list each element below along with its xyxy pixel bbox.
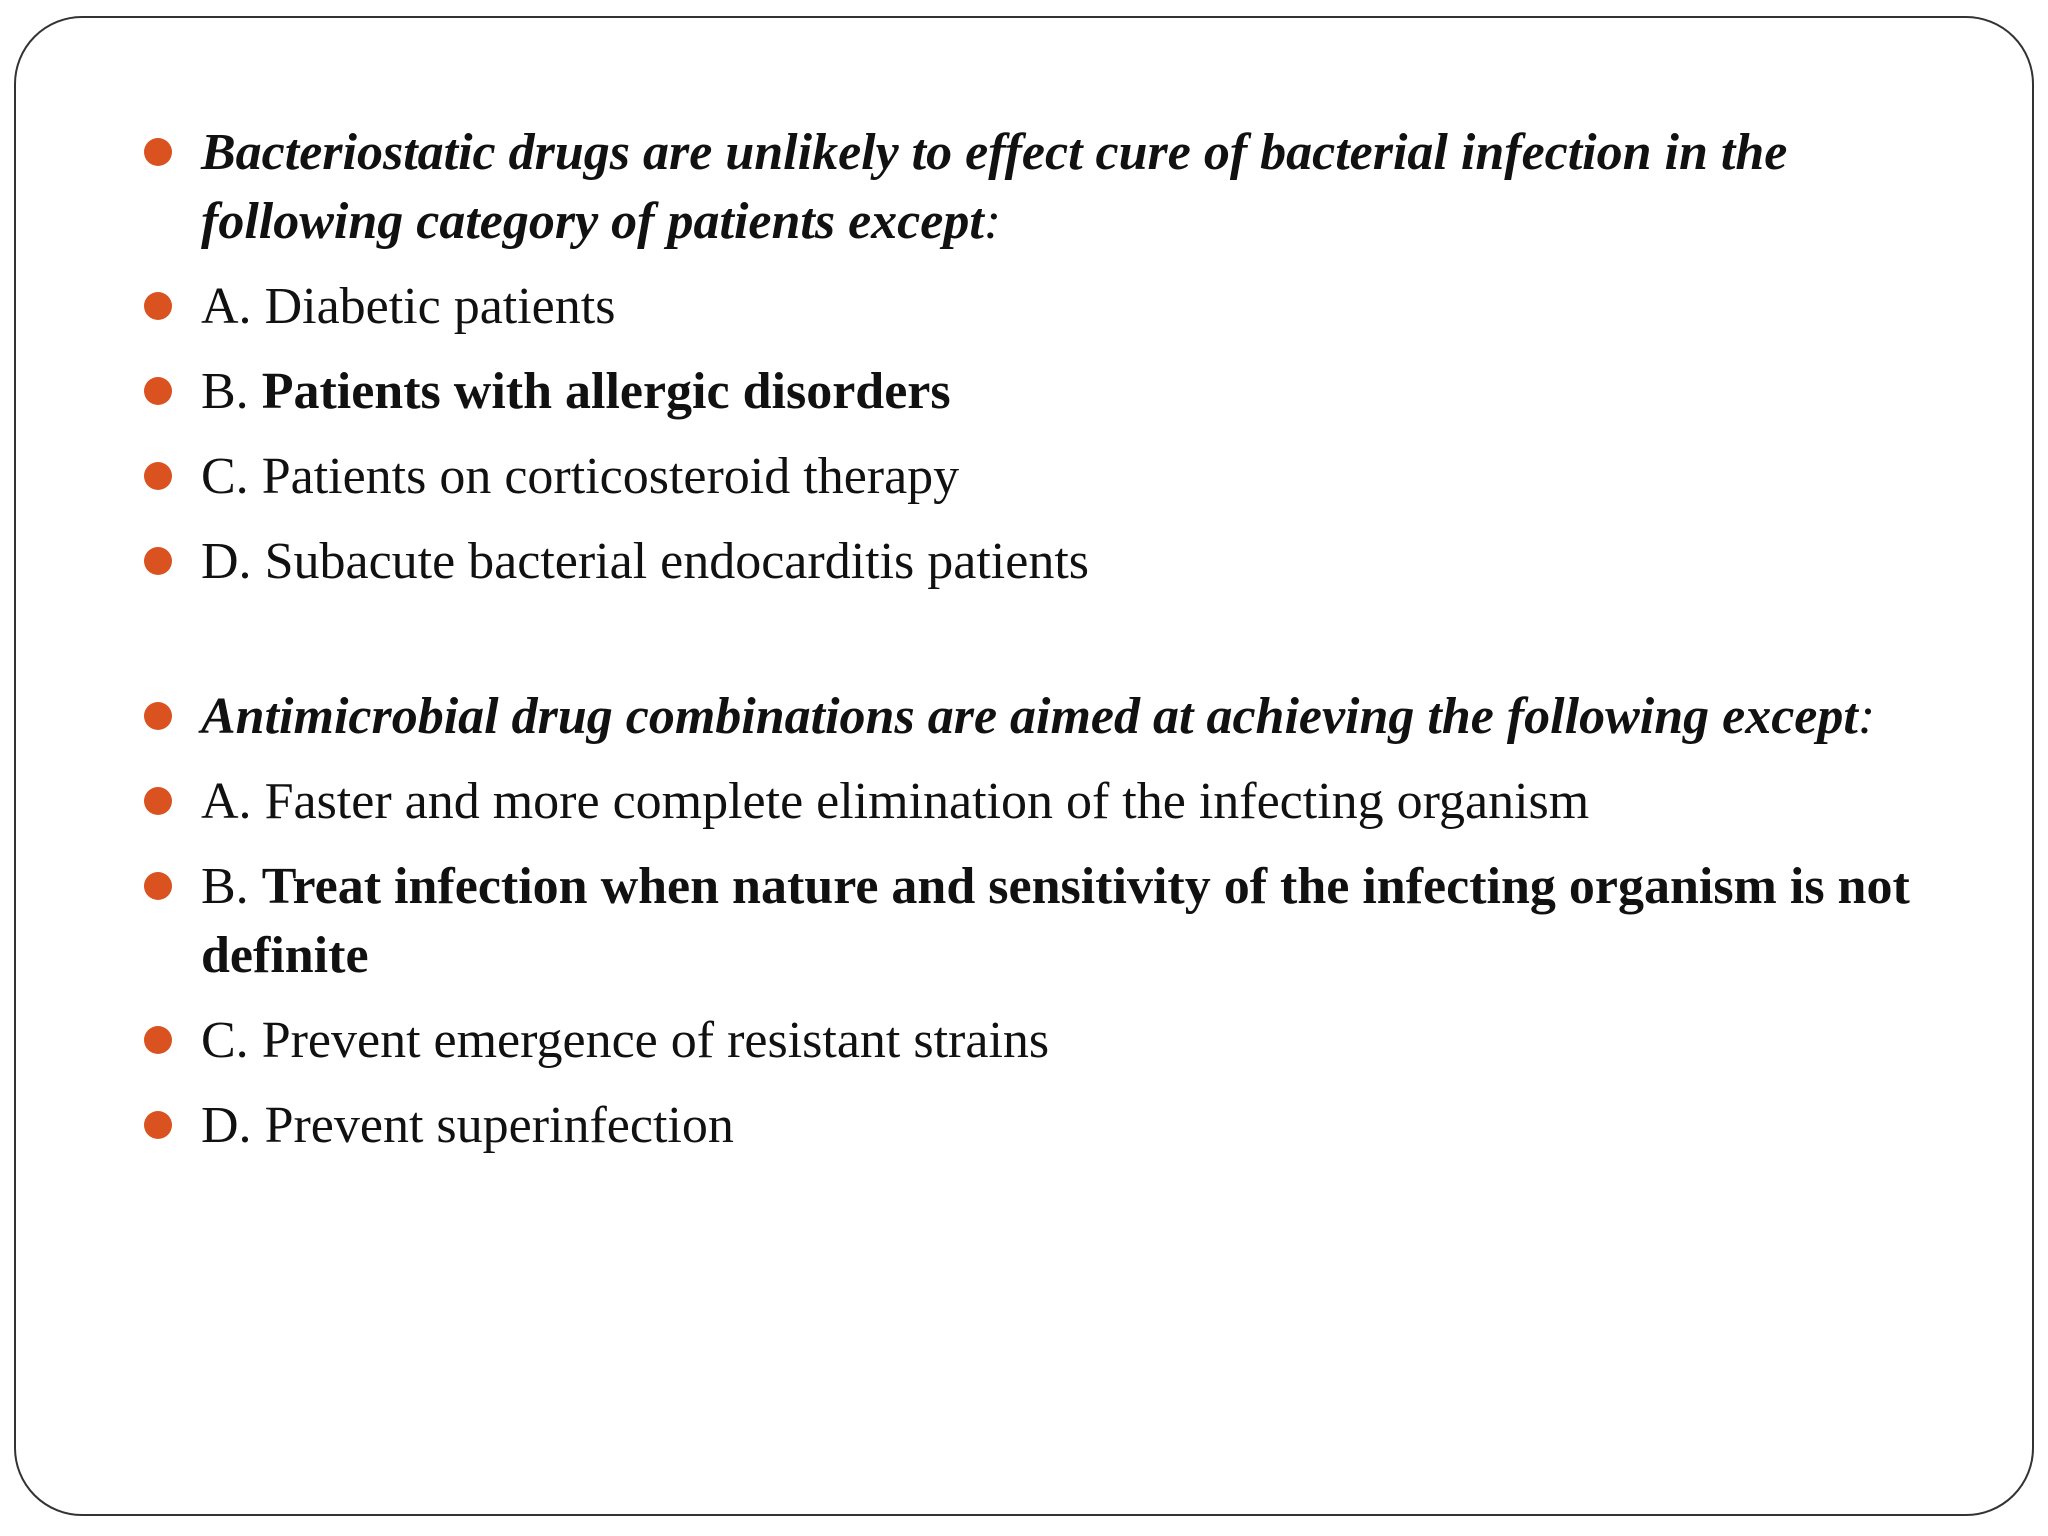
- question-1-option-b: [144, 357, 1974, 426]
- question-1-option-c: [144, 442, 1974, 511]
- option-letter: A.: [201, 278, 252, 335]
- bullet-dot-icon: [144, 702, 172, 730]
- bullet-dot-icon: [144, 292, 172, 320]
- option-letter: D.: [201, 533, 252, 590]
- option-letter: B.: [201, 363, 249, 420]
- slide-content: [144, 118, 1974, 1176]
- bullet-dot-icon: [144, 377, 172, 405]
- question-1: [144, 118, 1974, 256]
- slide-frame: [14, 16, 2034, 1516]
- option-text-correct: Patients with allergic disorders: [261, 363, 951, 420]
- question-2-option-a: [144, 767, 1974, 836]
- question-2: [144, 682, 1974, 751]
- question-2-option-c: [144, 1006, 1974, 1075]
- option-text-correct: Treat infection when nature and sensitivity of the infecting organism is not definite: [201, 858, 1910, 984]
- option-letter: B.: [201, 858, 249, 915]
- question-2-colon: :: [1857, 688, 1876, 745]
- bullet-dot-icon: [144, 787, 172, 815]
- option-text: Diabetic patients: [264, 278, 616, 335]
- option-letter: C.: [201, 448, 249, 505]
- option-letter: A.: [201, 773, 252, 830]
- option-text: Patients on corticosteroid therapy: [261, 448, 960, 505]
- option-text: Prevent superinfection: [264, 1097, 734, 1154]
- bullet-dot-icon: [144, 462, 172, 490]
- bullet-dot-icon: [144, 872, 172, 900]
- question-2-option-d: [144, 1091, 1974, 1160]
- question-1-option-d: [144, 527, 1974, 596]
- option-text: Prevent emergence of resistant strains: [261, 1012, 1050, 1069]
- question-spacer: [144, 612, 1974, 682]
- bullet-dot-icon: [144, 1026, 172, 1054]
- option-letter: C.: [201, 1012, 249, 1069]
- bullet-dot-icon: [144, 1111, 172, 1139]
- question-2-text: Antimicrobial drug combinations are aimed at achieving the following except: [201, 688, 1858, 745]
- question-1-colon: :: [983, 193, 1002, 250]
- bullet-dot-icon: [144, 547, 172, 575]
- bullet-dot-icon: [144, 138, 172, 166]
- option-text: Subacute bacterial endocarditis patients: [264, 533, 1090, 590]
- question-1-option-a: [144, 272, 1974, 341]
- question-1-text: Bacteriostatic drugs are unlikely to effect cure of bacterial infection in the following category of patients except: [201, 124, 1788, 250]
- option-letter: D.: [201, 1097, 252, 1154]
- question-2-option-b: [144, 852, 1974, 990]
- option-text: Faster and more complete elimination of the infecting organism: [264, 773, 1590, 830]
